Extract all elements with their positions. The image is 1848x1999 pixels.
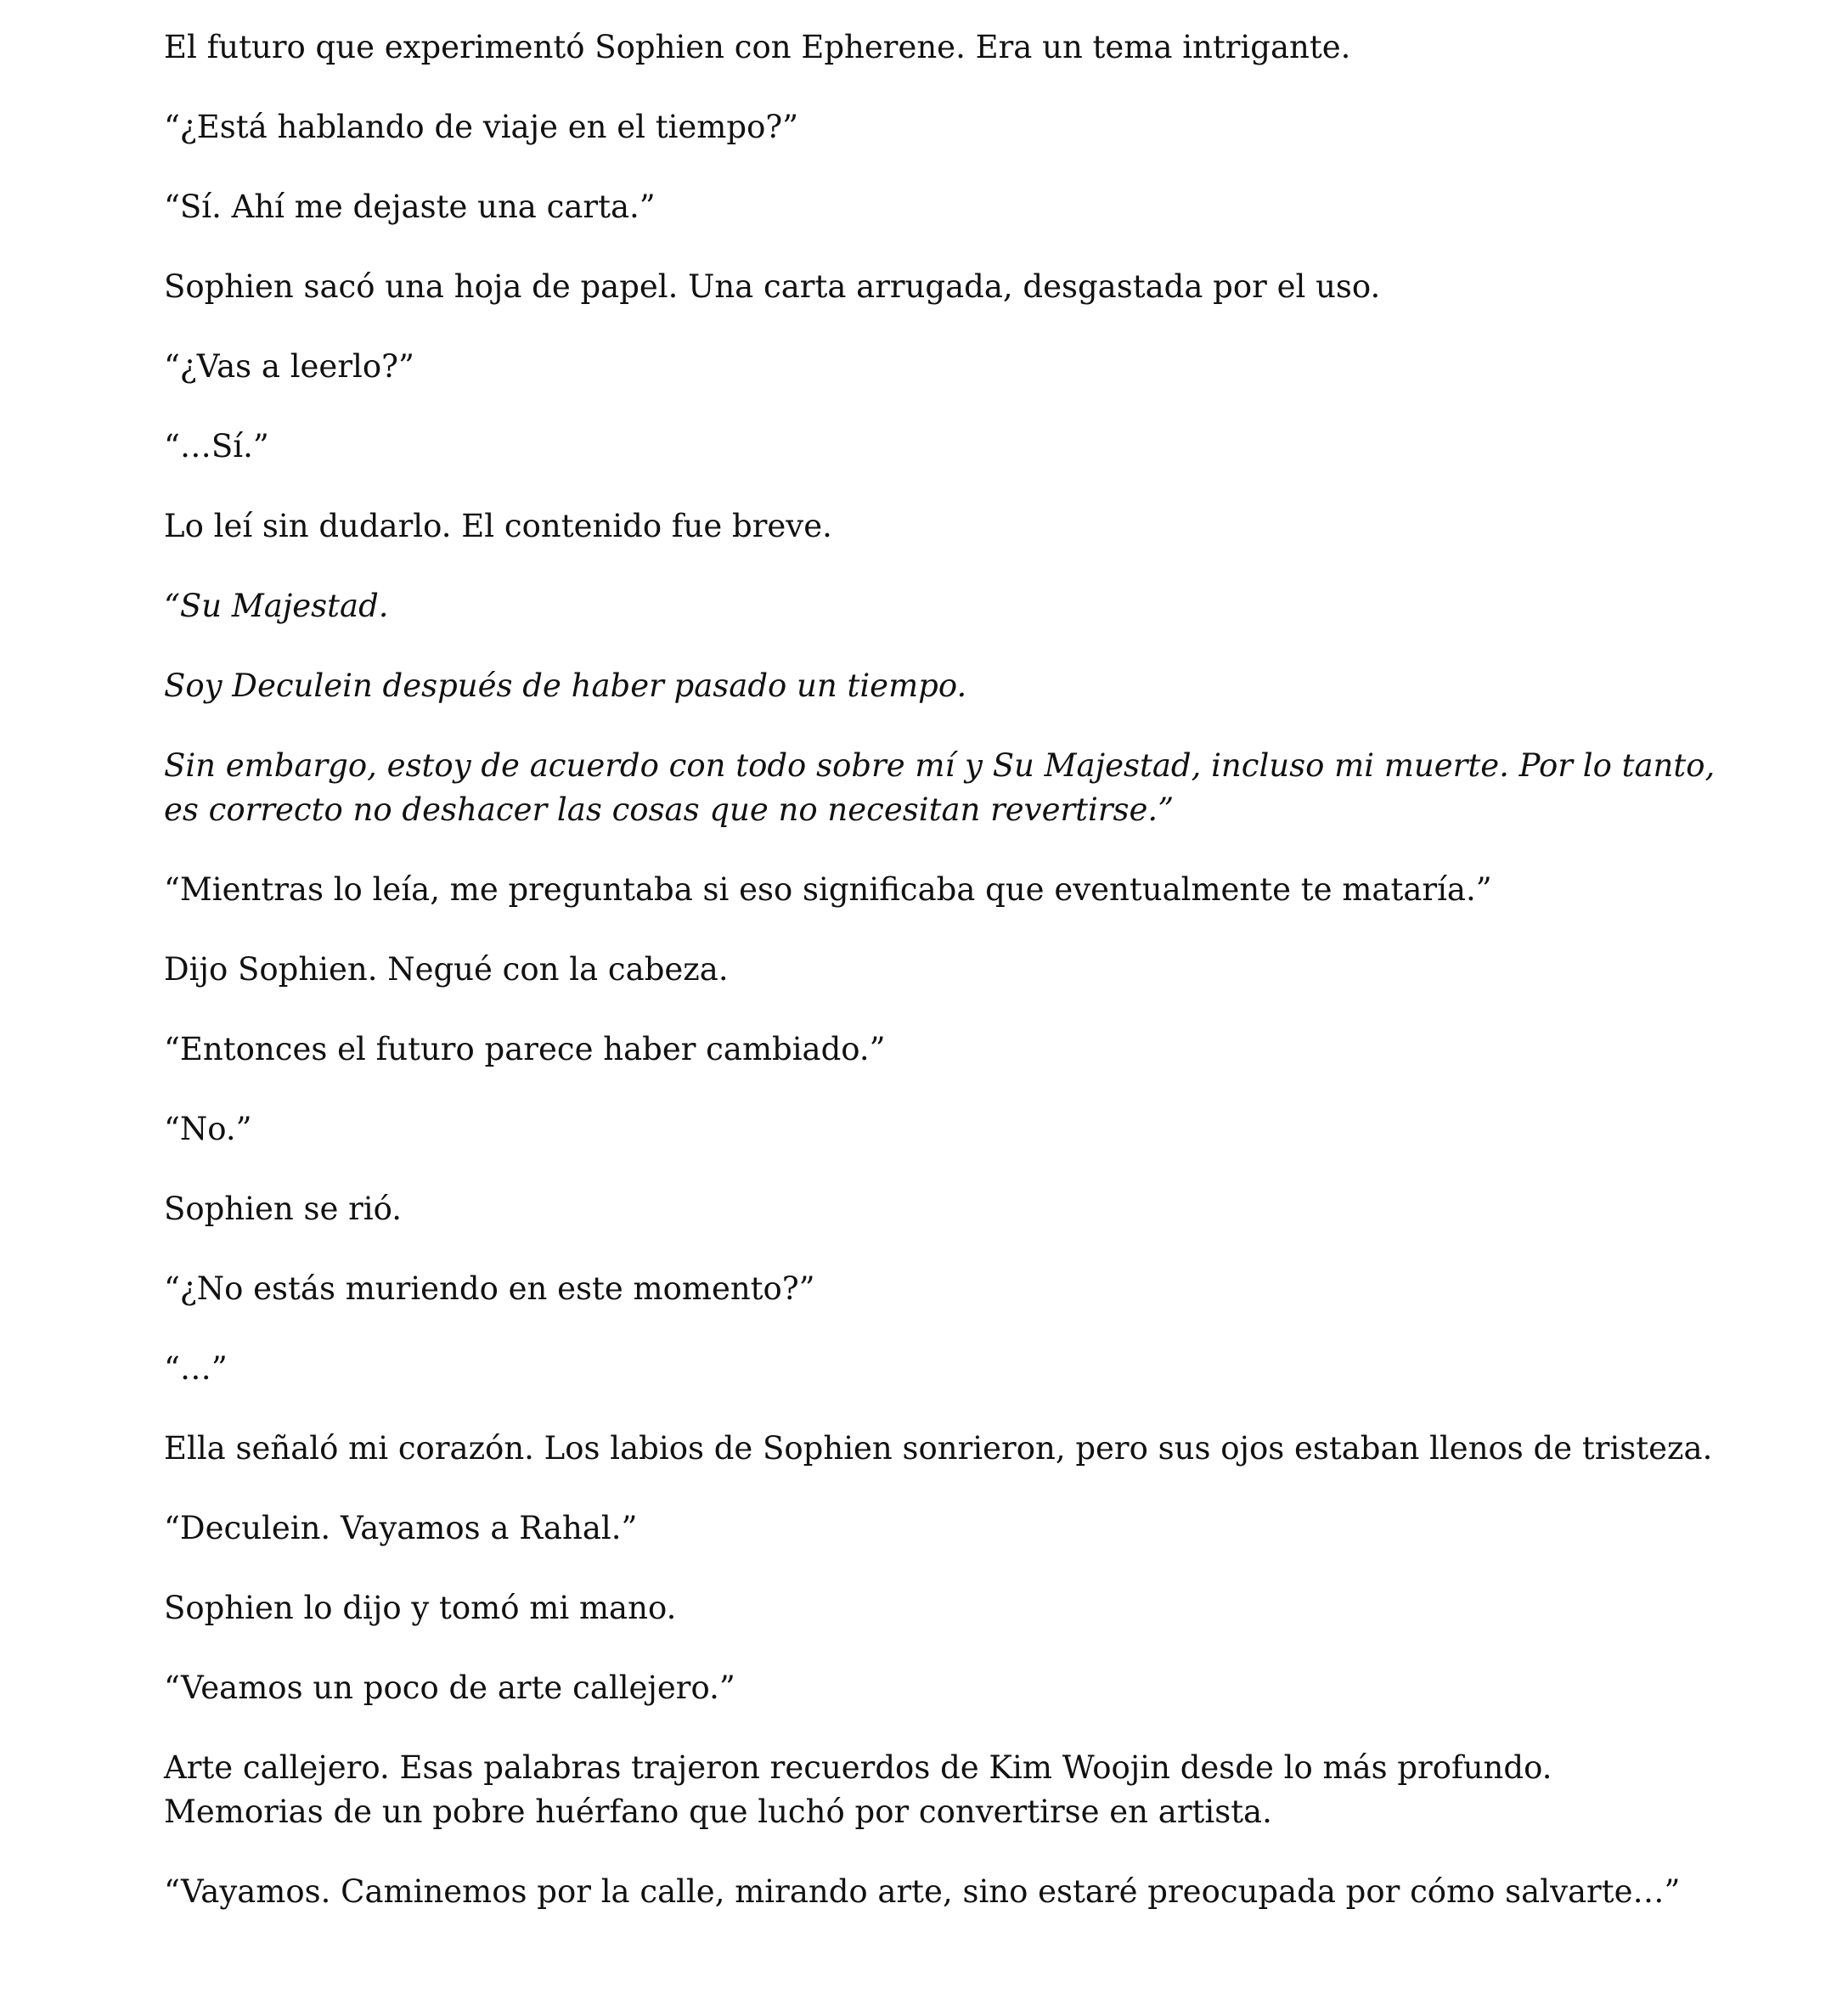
- letter-line-1: Soy Deculein después de haber pasado un tiempo.: [164, 667, 967, 704]
- paragraph-20: Sophien lo dijo y tomó mi mano.: [164, 1590, 677, 1626]
- paragraph-21: “Veamos un poco de arte callejero.”: [164, 1670, 735, 1706]
- paragraph-19: “Deculein. Vayamos a Rahal.”: [164, 1510, 638, 1546]
- paragraph-15: Sophien se rió.: [164, 1191, 403, 1227]
- paragraph-14: “No.”: [164, 1111, 252, 1147]
- letter-line-2: Sin embargo, estoy de acuerdo con todo sobre mí y Su Majestad, incluso mi muerte. Por lo tanto, es correcto no deshacer las cosas que no necesitan revertirse.”: [164, 747, 1716, 828]
- paragraph-2: “¿Está hablando de viaje en el tiempo?”: [164, 109, 799, 145]
- paragraph-22: Arte callejero. Esas palabras trajeron recuerdos de Kim Woojin desde lo más profundo. Memorias de un pobre huérfano que luchó por convertirse en artista.: [164, 1749, 1552, 1830]
- paragraph-3: “Sí. Ahí me dejaste una carta.”: [164, 189, 656, 225]
- paragraph-13: “Entonces el futuro parece haber cambiado.”: [164, 1031, 886, 1067]
- paragraph-4: Sophien sacó una hoja de papel. Una carta arrugada, desgastada por el uso.: [164, 268, 1381, 305]
- paragraph-5: “¿Vas a leerlo?”: [164, 348, 414, 385]
- document-body: [164, 25, 1718, 1950]
- paragraph-16: “¿No estás muriendo en este momento?”: [164, 1270, 815, 1307]
- paragraph-11: “Mientras lo leía, me preguntaba si eso significaba que eventualmente te mataría.”: [164, 871, 1492, 908]
- paragraph-1: El futuro que experimentó Sophien con Epherene. Era un tema intrigante.: [164, 29, 1351, 65]
- paragraph-7: Lo leí sin dudarlo. El contenido fue breve.: [164, 508, 832, 544]
- paragraph-23: “Vayamos. Caminemos por la calle, mirando arte, sino estaré preocupada por cómo salvarte…”: [164, 1873, 1681, 1910]
- paragraph-12: Dijo Sophien. Negué con la cabeza.: [164, 951, 729, 988]
- paragraph-6: “…Sí.”: [164, 428, 269, 465]
- paragraph-18: Ella señaló mi corazón. Los labios de Sophien sonrieron, pero sus ojos estaban llenos de tristeza.: [164, 1430, 1713, 1467]
- letter-salutation: “Su Majestad.: [164, 588, 389, 624]
- paragraph-17: “…”: [164, 1350, 228, 1387]
